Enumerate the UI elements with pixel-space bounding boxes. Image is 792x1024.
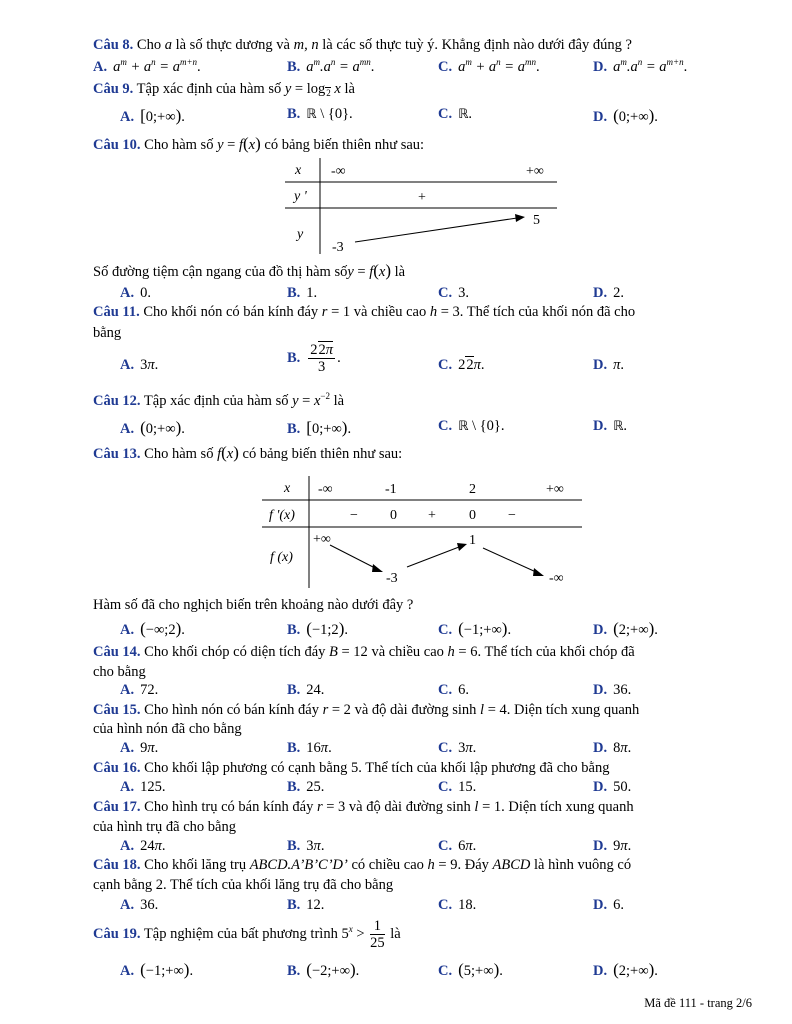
table-x-label: x — [295, 163, 302, 178]
option-b[interactable]: B. ℝ \ {0}. — [287, 106, 353, 122]
question-10-followup: Số đường tiệm cận ngang của đồ thị hàm sốy = f(x) là — [93, 261, 406, 280]
table-f-max: 1 — [469, 533, 476, 548]
increase-arrow — [407, 547, 459, 567]
table-sign: + — [418, 190, 426, 205]
option-a[interactable]: A. 0. — [120, 285, 151, 301]
table-f-label: f (x) — [270, 550, 293, 565]
question-14-line2: cho bằng — [93, 664, 146, 680]
table-sign: 0 — [469, 508, 476, 523]
question-17-line2: của hình trụ đã cho bằng — [93, 819, 236, 835]
option-d[interactable]: D. (2;+∞). — [593, 619, 658, 638]
option-a[interactable]: A. 9π. — [120, 740, 159, 756]
arrow-head — [515, 214, 525, 222]
option-c[interactable]: C. (−1;+∞). — [438, 619, 512, 638]
option-a[interactable]: A. (−∞;2). — [120, 619, 185, 638]
option-b[interactable]: B. (−1;2). — [287, 619, 348, 638]
question-14: Câu 14. Cho khối chóp có diện tích đáy B = 12 và chiều cao h = 6. Thể tích của khối chóp đã — [93, 644, 635, 660]
option-d[interactable]: D. (2;+∞). — [593, 960, 658, 979]
question-13: Câu 13. Cho hàm số f(x) có bảng biến thiên như sau: — [93, 443, 403, 462]
option-a[interactable]: A. 125. — [120, 779, 166, 795]
question-11: Câu 11. Cho khối nón có bán kính đáy r = 1 và chiều cao h = 3. Thể tích của khối nón đã cho — [93, 304, 636, 320]
option-d[interactable]: D. $a^m.a^n = a^{m+n}$. — [593, 57, 688, 75]
table-f-start: +∞ — [313, 532, 331, 547]
option-b[interactable]: B. [0;+∞). — [287, 418, 352, 437]
variation-table-q13 — [262, 476, 584, 591]
question-16: Câu 16. Cho khối lập phương có cạnh bằng 5. Thể tích của khối lập phương đã cho bằng — [93, 760, 610, 776]
question-18: Câu 18. Cho khối lăng trụ ABCD.A’B’C’D’ có chiều cao h = 9. Đáy ABCD là hình vuông có — [93, 857, 632, 873]
table-x-value: 2 — [469, 482, 476, 497]
question-12: Câu 12. Tập xác định của hàm số $y = x^{-2}$ là — [93, 391, 345, 409]
option-d[interactable]: D. 9π. — [593, 838, 632, 854]
option-b[interactable]: B. 1. — [287, 285, 318, 301]
option-c[interactable]: C. 6π. — [438, 838, 477, 854]
option-c[interactable]: C. ℝ. — [438, 106, 473, 122]
table-y-high: 5 — [533, 213, 540, 228]
table-y-low: -3 — [332, 240, 344, 255]
option-b[interactable]: B. 24. — [287, 682, 325, 698]
arrow-head — [372, 564, 383, 572]
arrow-head — [457, 543, 467, 551]
option-a[interactable]: A. (0;+∞). — [120, 418, 185, 437]
option-b[interactable]: B. 3π. — [287, 838, 325, 854]
option-d[interactable]: D. π. — [593, 357, 624, 373]
option-c[interactable]: C. $a^m + a^n = a^{mn}$. — [438, 57, 540, 75]
option-b[interactable]: B. 25. — [287, 779, 325, 795]
question-8: Câu 8. Cho a là số thực dương và m, n là các số thực tuỳ ý. Khẳng định nào dưới đây đúng ? — [93, 37, 632, 53]
option-b[interactable]: B. 16π. — [287, 740, 332, 756]
arrow-head — [533, 568, 544, 576]
question-label: Câu 8. — [93, 37, 134, 53]
table-sign: − — [508, 508, 516, 523]
question-9: Câu 9. Tập xác định của hàm số $y = \log_2 x$ là — [93, 81, 355, 98]
option-a[interactable]: A. (−1;+∞). — [120, 960, 194, 979]
option-d[interactable]: D. 36. — [593, 682, 632, 698]
option-c[interactable]: C. ℝ \ {0}. — [438, 418, 505, 434]
table-sign: − — [350, 508, 358, 523]
question-13-followup: Hàm số đã cho nghịch biến trên khoảng nào dưới đây ? — [93, 597, 414, 613]
option-d[interactable]: D. 2. — [593, 285, 624, 301]
table-x-right: +∞ — [526, 164, 544, 179]
option-c[interactable]: C. 22π. — [438, 357, 485, 373]
table-x-left: -∞ — [331, 164, 346, 179]
option-c[interactable]: C. 3π. — [438, 740, 477, 756]
table-y-label: y — [297, 227, 304, 242]
option-a[interactable]: A. [0;+∞). — [120, 106, 185, 125]
table-sign: + — [428, 508, 436, 523]
decrease-arrow — [330, 545, 375, 568]
increase-arrow — [355, 218, 517, 242]
table-x-label: x — [284, 481, 291, 496]
option-a[interactable]: A. 36. — [120, 897, 159, 913]
question-18-line2: cạnh bằng 2. Thể tích của khối lăng trụ đã cho bằng — [93, 877, 394, 893]
table-yprime-label: y ' — [294, 189, 307, 204]
option-d[interactable]: D. (0;+∞). — [593, 106, 658, 125]
option-b[interactable]: B. $\frac{22\pi}{3}$ . — [287, 342, 341, 375]
option-c[interactable]: C. 15. — [438, 779, 477, 795]
question-11-line2: bằng — [93, 325, 122, 341]
question-17: Câu 17. Cho hình trụ có bán kính đáy r = 3 và độ dài đường sinh l = 1. Diện tích xung quanh — [93, 799, 634, 815]
table-x-value: -∞ — [318, 482, 333, 497]
option-d[interactable]: D. ℝ. — [593, 418, 628, 434]
option-a[interactable]: A. 3π. — [120, 357, 159, 373]
option-b[interactable]: B. 12. — [287, 897, 325, 913]
option-c[interactable]: C. (5;+∞). — [438, 960, 503, 979]
option-a[interactable]: A. $a^m + a^n = a^{m+n}$. — [93, 57, 201, 75]
table-f-min: -3 — [386, 571, 398, 586]
option-d[interactable]: D. 50. — [593, 779, 632, 795]
option-a[interactable]: A. 72. — [120, 682, 159, 698]
option-b[interactable]: B. $a^m.a^n = a^{mn}$. — [287, 57, 375, 75]
table-f-end: -∞ — [549, 571, 564, 586]
option-d[interactable]: D. 8π. — [593, 740, 632, 756]
variation-table-q10 — [285, 158, 560, 258]
table-x-value: -1 — [385, 482, 397, 497]
option-c[interactable]: C. 3. — [438, 285, 469, 301]
option-b[interactable]: B. (−2;+∞). — [287, 960, 360, 979]
question-15-line2: của hình nón đã cho bằng — [93, 721, 242, 737]
option-d[interactable]: D. 6. — [593, 897, 624, 913]
decrease-arrow — [483, 548, 536, 572]
question-15: Câu 15. Cho hình nón có bán kính đáy r = 2 và độ dài đường sinh l = 4. Diện tích xung quanh — [93, 702, 640, 718]
table-x-value: +∞ — [546, 482, 564, 497]
option-a[interactable]: A. 24π. — [120, 838, 166, 854]
option-c[interactable]: C. 18. — [438, 897, 477, 913]
table-sign: 0 — [390, 508, 397, 523]
question-19: Câu 19. Tập nghiệm của bất phương trình $5^x$ > $\frac{1}{25}$ là — [93, 918, 401, 951]
page-footer: Mã đề 111 - trang 2/6 — [644, 996, 752, 1010]
option-c[interactable]: C. 6. — [438, 682, 469, 698]
question-10: Câu 10. Cho hàm số y = f(x) có bảng biến thiên như sau: — [93, 134, 425, 153]
table-fprime-label: f '(x) — [269, 508, 295, 523]
